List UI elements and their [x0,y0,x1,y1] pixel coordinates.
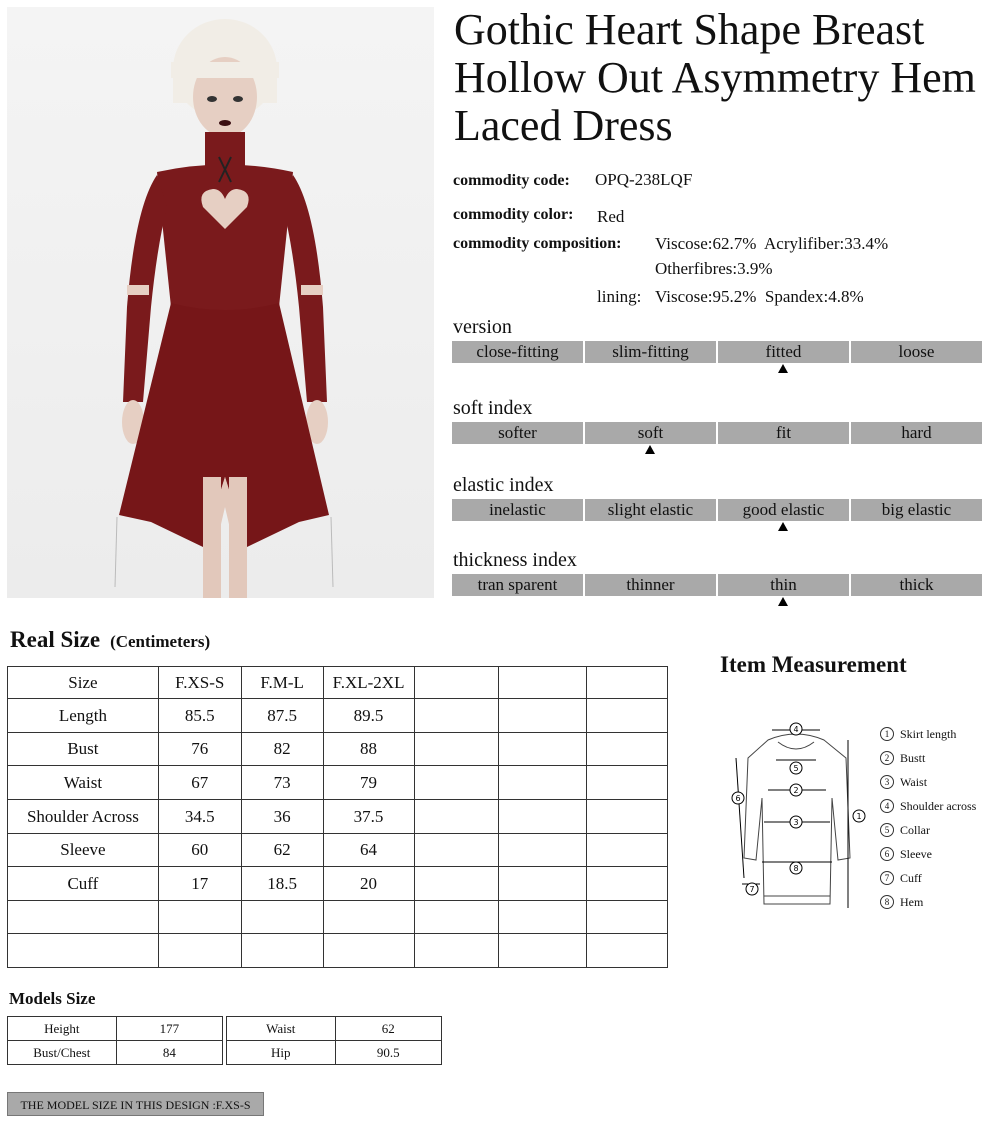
table-cell: 20 [323,867,414,901]
table-cell [587,800,668,834]
thickness-index-option: tran sparent [452,574,583,596]
table-cell [499,699,587,733]
model-measure-value: 62 [335,1017,442,1041]
legend-item [880,794,996,818]
table-cell [414,867,499,901]
lining-label: lining: [597,287,642,306]
soft-index-option: soft [585,422,716,444]
table-cell [158,901,241,934]
table-row [8,834,668,867]
table-cell [499,901,587,934]
table-cell [499,867,587,901]
elastic-index-option: slight elastic [585,499,716,521]
real-size-heading [10,627,210,653]
thickness-index-option: thin [718,574,849,596]
table-cell [499,834,587,867]
elastic-index-selected-marker [778,522,788,531]
thickness-index-options [452,574,984,596]
model-measure-label: Height [8,1017,117,1041]
real-size-unit: (Centimeters) [110,632,211,651]
table-header-row [8,667,668,699]
composition-line-2: Otherfibres:3.9% [655,259,773,278]
diagram-mark: 3 [793,818,799,827]
table-cell: F.M-L [241,667,323,699]
table-cell [587,699,668,733]
table-cell [587,901,668,934]
elastic-index-option: good elastic [718,499,849,521]
legend-label: Waist [900,774,928,789]
version-selected-marker [778,364,788,373]
legend-item [880,890,996,914]
models-size-table-right [226,1016,442,1065]
diagram-mark: 5 [793,764,799,773]
table-cell [414,699,499,733]
soft-index-option: fit [718,422,849,444]
table-cell: 67 [158,766,241,800]
soft-index-label: soft index [453,397,533,419]
table-row-label: Size [8,667,159,699]
model-measure-value: 90.5 [335,1041,442,1065]
legend-label: Bustt [900,750,926,765]
table-cell [414,901,499,934]
table-cell: 64 [323,834,414,867]
table-cell [414,667,499,699]
thickness-index [452,549,984,611]
table-cell: 85.5 [158,699,241,733]
legend-item [880,818,996,842]
table-cell [323,901,414,934]
thickness-index-option: thinner [585,574,716,596]
table-cell [499,766,587,800]
table-cell: 18.5 [241,867,323,901]
table-cell: F.XS-S [158,667,241,699]
legend-number: 6 [880,847,894,861]
thickness-index-option: thick [851,574,982,596]
model-measure-label: Waist [227,1017,336,1041]
commodity-code-value: OPQ-238LQF [595,170,693,189]
table-cell: 87.5 [241,699,323,733]
legend-number: 3 [880,775,894,789]
legend-number: 2 [880,751,894,765]
soft-index-option: softer [452,422,583,444]
diagram-mark: 7 [749,885,755,894]
legend-number: 7 [880,871,894,885]
legend-item [880,770,996,794]
table-row-label: Length [8,699,159,733]
table-row-label [8,901,159,934]
elastic-index-options [452,499,984,521]
table-cell: 37.5 [323,800,414,834]
sweater-dress-diagram [728,718,866,918]
diagram-mark: 6 [735,794,741,803]
elastic-index-option: inelastic [452,499,583,521]
table-cell [414,766,499,800]
legend-label: Skirt length [900,726,957,741]
version-options [452,341,984,363]
table-cell [241,901,323,934]
table-cell: 60 [158,834,241,867]
table-cell: 36 [241,800,323,834]
table-cell: 79 [323,766,414,800]
version-option: fitted [718,341,849,363]
table-row-label: Waist [8,766,159,800]
table-cell: 88 [323,733,414,766]
table-row-label: Bust [8,733,159,766]
table-cell [587,733,668,766]
diagram-mark: 1 [856,812,862,821]
thickness-index-label: thickness index [453,549,577,571]
table-cell [587,766,668,800]
table-cell [499,733,587,766]
table-cell [414,733,499,766]
table-cell: 17 [158,867,241,901]
table-cell: 62 [241,834,323,867]
version-index [452,316,984,378]
table-cell [241,934,323,968]
table-row-label [8,934,159,968]
legend-item [880,746,996,770]
table-cell [499,800,587,834]
legend-number: 8 [880,895,894,909]
soft-index-selected-marker [645,445,655,454]
table-row-label: Shoulder Across [8,800,159,834]
table-cell: 76 [158,733,241,766]
version-option: loose [851,341,982,363]
model-measure-value: 84 [116,1041,222,1065]
commodity-composition-label: commodity composition: [453,235,622,252]
commodity-code-label: commodity code: [453,172,570,189]
table-row [8,733,668,766]
table-cell [323,934,414,968]
model-measure-value: 177 [116,1017,222,1041]
real-size-table [7,666,668,968]
table-cell [414,800,499,834]
commodity-color-label: commodity color: [453,206,574,223]
version-label: version [453,316,512,338]
composition-line-1: Viscose:62.7% Acrylifiber:33.4% [655,234,889,253]
table-row [8,934,668,968]
legend-item [880,842,996,866]
measurement-diagram [728,718,866,918]
elastic-index [452,474,984,536]
table-row [8,699,668,733]
thickness-index-selected-marker [778,597,788,606]
table-cell [499,667,587,699]
table-cell [587,834,668,867]
table-cell: F.XL-2XL [323,667,414,699]
legend-item [880,722,996,746]
table-row-label: Cuff [8,867,159,901]
legend-number: 1 [880,727,894,741]
soft-index-options [452,422,984,444]
table-cell [499,934,587,968]
legend-label: Cuff [900,870,922,885]
legend-label: Sleeve [900,846,932,861]
table-row [8,901,668,934]
legend-label: Shoulder across [900,798,977,813]
table-cell [587,934,668,968]
real-size-title: Real Size [10,627,101,652]
table-cell: 89.5 [323,699,414,733]
elastic-index-label: elastic index [453,474,554,496]
version-option: slim-fitting [585,341,716,363]
model-dress-illustration [7,7,434,598]
table-cell [158,934,241,968]
models-size-title: Models Size [9,989,96,1008]
item-measurement-title: Item Measurement [720,652,907,677]
commodity-color-value: Red [597,207,625,226]
table-cell [414,934,499,968]
measurement-legend [880,722,996,914]
table-cell [587,667,668,699]
models-size-table-left [7,1016,223,1065]
soft-index [452,397,984,459]
lining-value: Viscose:95.2% Spandex:4.8% [655,287,864,306]
legend-number: 5 [880,823,894,837]
diagram-mark: 4 [793,725,799,734]
table-row-label: Sleeve [8,834,159,867]
table-cell: 82 [241,733,323,766]
legend-label: Hem [900,894,924,909]
product-title: Gothic Heart Shape Breast Hollow Out Asymmetry Hem Laced Dress [454,5,976,150]
version-option: close-fitting [452,341,583,363]
table-row [8,766,668,800]
diagram-mark: 8 [793,864,799,873]
legend-number: 4 [880,799,894,813]
model-measure-label: Hip [227,1041,336,1065]
table-cell: 34.5 [158,800,241,834]
table-row [8,800,668,834]
table-cell [587,867,668,901]
elastic-index-option: big elastic [851,499,982,521]
diagram-mark: 2 [793,786,799,795]
table-cell [414,834,499,867]
product-photo [7,7,434,598]
model-size-note: THE MODEL SIZE IN THIS DESIGN :F.XS-S [7,1092,264,1116]
legend-label: Collar [900,822,930,837]
soft-index-option: hard [851,422,982,444]
model-measure-label: Bust/Chest [8,1041,117,1065]
legend-item [880,866,996,890]
table-cell: 73 [241,766,323,800]
table-row [8,867,668,901]
